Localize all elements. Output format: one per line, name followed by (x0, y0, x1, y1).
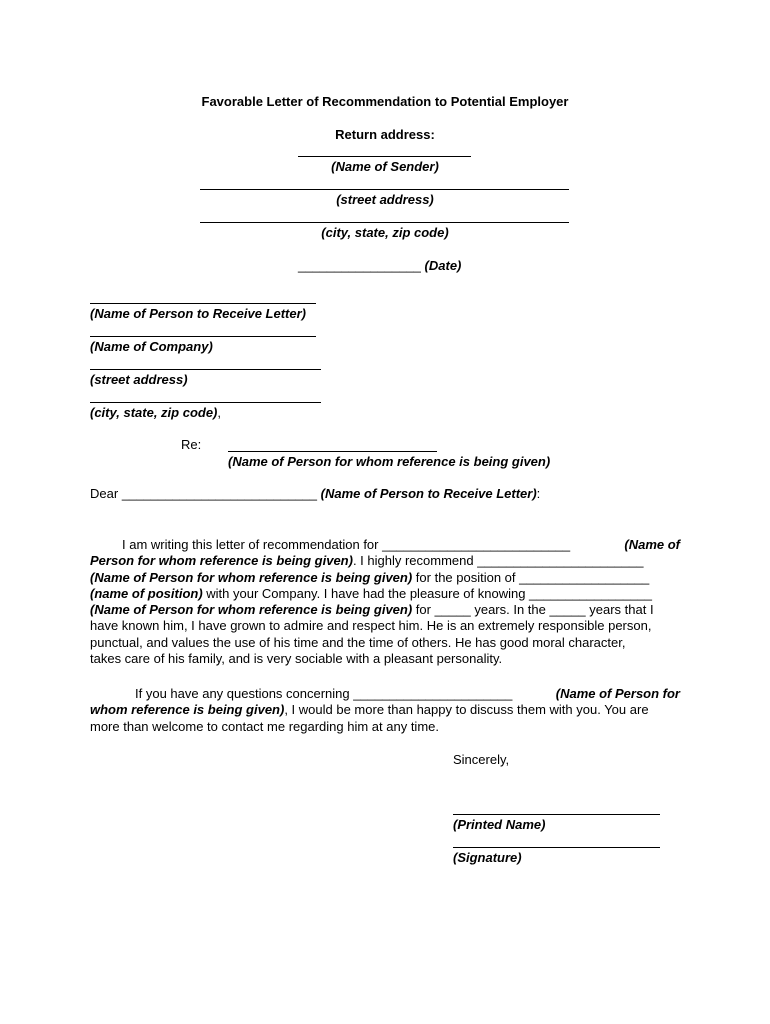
recipient-city-line[interactable] (90, 402, 321, 403)
para1-line-4-position: (name of position) (90, 585, 203, 601)
re-subject-label: (Name of Person for whom reference is being given) (228, 454, 551, 469)
sender-name-line[interactable] (298, 156, 471, 157)
sender-name-label: (Name of Sender) (331, 159, 439, 174)
para1-line-2-name: Person for whom reference is being given) (90, 553, 353, 569)
para2-line-1 (90, 686, 680, 702)
signature-line[interactable] (453, 847, 660, 848)
para1-line-3-name: (Name of Person for whom reference is being given) (90, 569, 413, 585)
para2-line-2 (90, 702, 680, 718)
para1-line-1-text: I am writing this letter of recommendation for __________________________ (122, 537, 571, 552)
closing-sincerely: Sincerely, (453, 752, 510, 767)
para1-line-2 (90, 553, 680, 569)
sender-city-label: (city, state, zip code) (321, 225, 449, 240)
para2-line-3: more than welcome to contact me regarding him at any time. (90, 718, 439, 734)
recipient-name-line[interactable] (90, 303, 316, 304)
sender-city-line[interactable] (200, 222, 569, 223)
para1-line-3 (90, 570, 680, 586)
salutation-colon: : (536, 486, 541, 501)
signature-label: (Signature) (453, 850, 522, 865)
para2-line-2-name: whom reference is being given) (90, 702, 285, 718)
date-blank[interactable]: _________________ (298, 258, 421, 273)
salutation-blank[interactable]: ___________________________ (121, 486, 318, 501)
para2-line-1-text: If you have any questions concerning ______________________ (135, 686, 513, 701)
para1-line-4 (90, 586, 680, 602)
return-address-label: Return address: (335, 127, 435, 142)
sender-street-line[interactable] (200, 189, 569, 190)
para1-line-5-name: (Name of Person for whom reference is being given) (90, 602, 413, 618)
re-label: Re: (181, 437, 202, 452)
para1-line-5-text: for _____ years. In the _____ years that I (412, 602, 654, 618)
para1-line-2-text: . I highly recommend _______________________ (352, 553, 644, 569)
body-paragraph-1 (90, 537, 680, 667)
recipient-name-label: (Name of Person to Receive Letter) (90, 306, 307, 321)
recipient-street-line[interactable] (90, 369, 321, 370)
para2-line-1-name: (Name of Person for (555, 686, 680, 701)
recipient-street-label: (street address) (90, 372, 188, 387)
sender-street-label: (street address) (336, 192, 434, 207)
date-row (298, 258, 461, 274)
para1-line-1-name: (Name of (624, 537, 680, 552)
printed-name-line[interactable] (453, 814, 660, 815)
salutation-dear: Dear (90, 486, 119, 501)
para1-line-4-text: with your Company. I have had the pleasure of knowing _________________ (202, 585, 652, 601)
date-label: (Date) (424, 258, 462, 273)
recipient-city-comma: , (217, 405, 222, 420)
body-paragraph-2 (90, 686, 680, 735)
recipient-company-line[interactable] (90, 336, 316, 337)
re-subject-line[interactable] (228, 451, 437, 452)
para1-line-5 (90, 602, 680, 618)
para2-line-2-text: , I would be more than happy to discuss them with you. You are (284, 702, 649, 718)
para1-line-3-text: for the position of __________________ (412, 569, 650, 585)
page-title: Favorable Letter of Recommendation to Potential Employer (201, 94, 569, 109)
para1-line-7: punctual, and values the use of his time and the time of others. He has good moral character, (90, 634, 626, 650)
salutation-name: (Name of Person to Receive Letter) (320, 486, 537, 501)
printed-name-label: (Printed Name) (453, 817, 546, 832)
salutation (90, 486, 540, 502)
para1-line-8: takes care of his family, and is very sociable with a pleasant personality. (90, 651, 503, 667)
para1-line-1 (90, 537, 680, 553)
recipient-company-label: (Name of Company) (90, 339, 213, 354)
recipient-city-label: (city, state, zip code) (90, 405, 218, 420)
para1-line-6: have known him, I have grown to admire and respect him. He is an extremely responsible person, (90, 618, 652, 634)
recipient-city-row (90, 405, 221, 421)
